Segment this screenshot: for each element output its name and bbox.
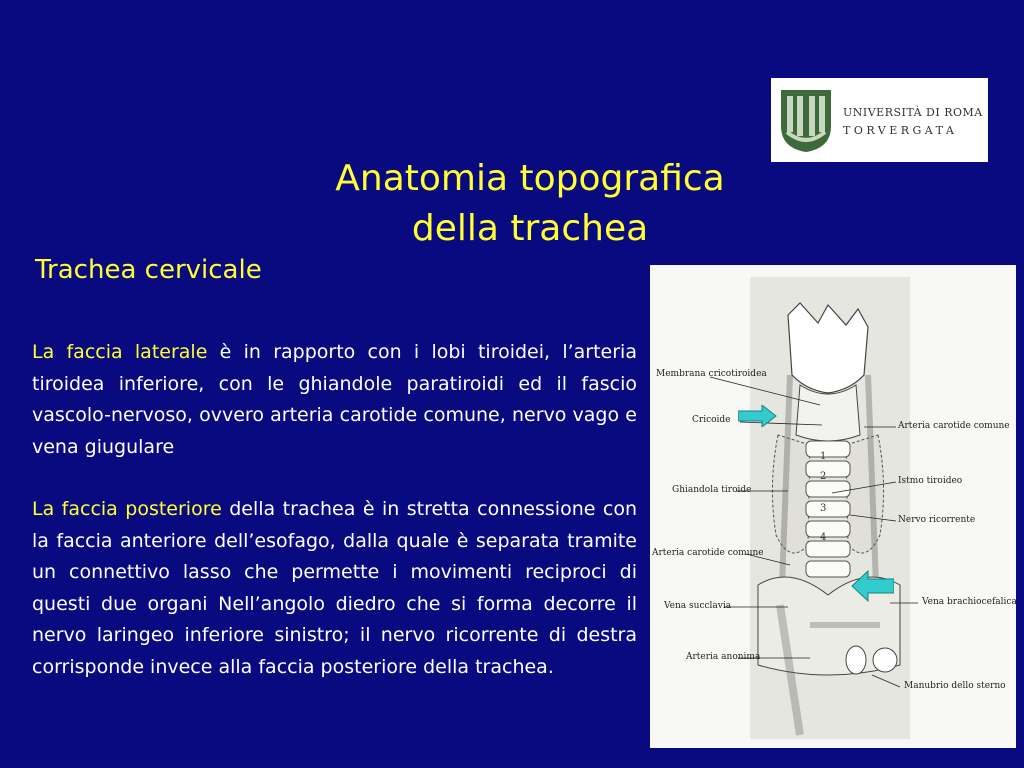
label-cricoide: Cricoide bbox=[692, 415, 731, 425]
highlight-posterior: La faccia posteriore bbox=[32, 498, 222, 520]
highlight-lateral: La faccia laterale bbox=[32, 341, 208, 363]
body-text bbox=[32, 337, 637, 683]
ring-number-3: 3 bbox=[820, 503, 827, 514]
label-manubrio-sterno: Manubrio dello sterno bbox=[904, 681, 1006, 691]
anatomy-illustration bbox=[650, 265, 1016, 748]
title-line-2: della trachea bbox=[411, 208, 649, 249]
left-arrow-icon bbox=[850, 569, 894, 603]
label-arteria-anonima: Arteria anonima bbox=[686, 652, 761, 662]
section-subtitle: Trachea cervicale bbox=[35, 255, 262, 285]
text-posterior: della trachea è in stretta connessione con la faccia anteriore dell’esofago, dalla quale è separata tramite un connettivo lasso che permette i movimenti reciproci di questi due organi Nell’angolo diedro che si forma decorre il nervo laringeo inferiore sinistro; il nervo ricorrente di destra corrisponde invece alla faccia posteriore della trachea. bbox=[32, 498, 637, 678]
label-carotide-right: Arteria carotide comune bbox=[898, 421, 1010, 431]
university-logo bbox=[771, 78, 988, 162]
label-carotide-left: Arteria carotide comune bbox=[652, 548, 764, 558]
label-vena-brachiocefalica: Vena brachiocefalica bbox=[922, 597, 1017, 607]
label-ghiandola-tiroide: Ghiandola tiroide bbox=[672, 485, 752, 495]
label-nervo-ricorrente: Nervo ricorrente bbox=[898, 515, 976, 525]
title-line-1: Anatomia topografica bbox=[335, 158, 725, 199]
paragraph-lateral bbox=[32, 337, 637, 463]
ring-number-4: 4 bbox=[820, 532, 827, 543]
ring-number-1: 1 bbox=[820, 451, 827, 462]
right-arrow-icon bbox=[738, 405, 778, 427]
ring-number-2: 2 bbox=[820, 471, 827, 482]
text-lateral: è in rapporto con i lobi tiroidei, l’arteria tiroidea inferiore, con le ghiandole paratiroidi ed il fascio vascolo-nervoso, ovvero arteria carotide comune, nervo vago e vena giugulare bbox=[32, 341, 637, 458]
slide-title bbox=[240, 154, 820, 254]
university-crest-icon bbox=[775, 86, 837, 154]
label-vena-succlavia: Vena succlavia bbox=[664, 601, 732, 611]
paragraph-posterior bbox=[32, 494, 637, 683]
label-istmo-tiroideo: Istmo tiroideo bbox=[898, 476, 963, 486]
logo-line-2: TORVERGATA bbox=[843, 124, 958, 137]
logo-line-1: UNIVERSITÀ DI ROMA bbox=[843, 106, 983, 119]
label-membrana-cricotiroidea: Membrana cricotiroidea bbox=[656, 369, 767, 379]
trachea-anatomy-figure bbox=[650, 265, 1016, 748]
